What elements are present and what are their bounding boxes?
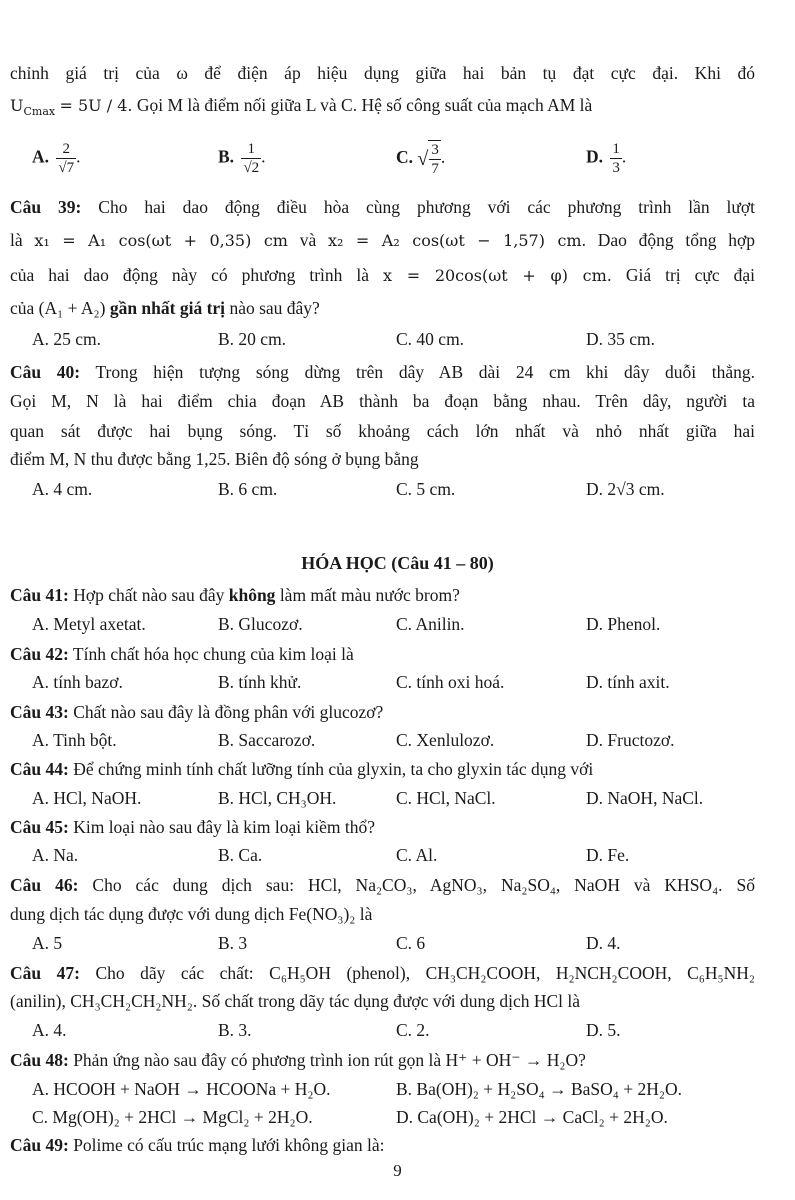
q45-option-c[interactable]: C. Al. xyxy=(396,845,438,865)
question-label: Câu 44: xyxy=(10,759,69,779)
q45-option-d[interactable]: D. Fe. xyxy=(586,845,630,865)
q44-line: Câu 44: Để chứng minh tính chất lưỡng tính của glyxin, ta cho glyxin tác dụng với xyxy=(10,759,594,779)
question-label: Câu 40: xyxy=(10,362,81,382)
q48-option-a[interactable]: A. HCOOH + NaOH → HCOONa + H₂O. xyxy=(32,1079,331,1099)
q46-line-2: dung dịch tác dụng được với dung dịch Fe(NO₃)₂ là xyxy=(10,904,373,924)
q45-option-a[interactable]: A. Na. xyxy=(32,845,79,865)
q38-option-b[interactable]: B. $\frac{1}{√2}$ . xyxy=(218,141,266,176)
q42-option-a[interactable]: A. tính bazơ. xyxy=(32,672,123,692)
u-cmax-equation: = 5U / 4. xyxy=(59,96,133,115)
q45-options xyxy=(0,844,795,874)
q46-option-a[interactable]: A. 5 xyxy=(32,933,63,953)
q47-line-1: Câu 47: Cho dãy các chất: C₆H₅OH (phenol), CH₃CH₂COOH, H₂NCH₂COOH, C₆H₅NH₂ xyxy=(10,963,756,983)
question-label: Câu 49: xyxy=(10,1135,69,1155)
question-label: Câu 39: xyxy=(10,197,82,217)
question-label: Câu 48: xyxy=(10,1050,69,1070)
q48-option-c[interactable]: C. Mg(OH)₂ + 2HCl → MgCl₂ + 2H₂O. xyxy=(32,1107,313,1127)
fraction: $\frac{3}{7}$ xyxy=(428,140,441,178)
question-label: Câu 43: xyxy=(10,702,69,722)
q48-option-d[interactable]: D. Ca(OH)₂ + 2HCl → CaCl₂ + 2H₂O. xyxy=(396,1107,668,1127)
q48-options-row-1 xyxy=(0,1078,795,1108)
q47-option-c[interactable]: C. 2. xyxy=(396,1020,430,1040)
q39-options xyxy=(0,328,795,358)
q49-line: Câu 49: Polime có cấu trúc mạng lưới không gian là: xyxy=(10,1135,385,1155)
q46-option-b[interactable]: B. 3 xyxy=(218,933,248,953)
q43-options xyxy=(0,729,795,759)
q40-option-a[interactable]: A. 4 cm. xyxy=(32,479,93,499)
q41-options xyxy=(0,613,795,643)
q46-options xyxy=(0,932,795,962)
section-title: HÓA HỌC (Câu 41 – 80) xyxy=(301,553,494,573)
q42-options xyxy=(0,671,795,701)
fraction: $\frac{2}{√7}$ xyxy=(58,141,75,176)
q41-line: Câu 41: Hợp chất nào sau đây không làm mất màu nước brom? xyxy=(10,585,460,605)
q48-options-row-2 xyxy=(0,1106,795,1136)
q43-option-d[interactable]: D. Fructozơ. xyxy=(586,730,675,750)
q38-option-a[interactable]: A. $\frac{2}{√7}$ . xyxy=(32,141,81,176)
q47-option-a[interactable]: A. 4. xyxy=(32,1020,67,1040)
q48-option-b[interactable]: B. Ba(OH)₂ + H₂SO₄ → BaSO₄ + 2H₂O. xyxy=(396,1079,683,1099)
q39-option-d[interactable]: D. 35 cm. xyxy=(586,329,656,349)
q39-line-3: của hai dao động này có phương trình là x = 20cos(ωt + φ) cm. Giá trị cực đại xyxy=(10,265,756,285)
q40-option-d[interactable]: D. 2√3 cm. xyxy=(586,479,665,499)
q39-option-b[interactable]: B. 20 cm. xyxy=(218,329,287,349)
q46-option-c[interactable]: C. 6 xyxy=(396,933,426,953)
q40-line-3: quan sát được hai bụng sóng. Tỉ số khoảng cách lớn nhất và nhỏ nhất giữa hai xyxy=(10,421,755,441)
q44-options xyxy=(0,787,795,817)
q38-option-c[interactable]: C. √ $\frac{3}{7}$ . xyxy=(396,142,446,177)
q45-option-b[interactable]: B. Ca. xyxy=(218,845,263,865)
q42-option-d[interactable]: D. tính axit. xyxy=(586,672,670,692)
q48-line: Câu 48: Phản ứng nào sau đây có phương trình ion rút gọn là H⁺ + OH⁻ → H₂O? xyxy=(10,1050,586,1070)
u-cmax-symbol: $U_{Cmax}$ xyxy=(10,96,56,119)
question-label: Câu 45: xyxy=(10,817,69,837)
q38-options xyxy=(0,140,795,177)
q44-option-a[interactable]: A. HCl, NaOH. xyxy=(32,788,142,808)
q42-line: Câu 42: Tính chất hóa học chung của kim loại là xyxy=(10,644,354,664)
q41-option-c[interactable]: C. Anilin. xyxy=(396,614,465,634)
q45-line: Câu 45: Kim loại nào sau đây là kim loại kiềm thổ? xyxy=(10,817,376,837)
q40-option-c[interactable]: C. 5 cm. xyxy=(396,479,456,499)
q40-options xyxy=(0,478,795,508)
q39-option-c[interactable]: C. 40 cm. xyxy=(396,329,465,349)
q40-line-2: Gọi M, N là hai điểm chia đoạn AB thành ba đoạn bằng nhau. Trên dây, người ta xyxy=(10,391,755,411)
q39-line-1: Câu 39: Cho hai dao động điều hòa cùng phương với các phương trình lần lượt xyxy=(10,197,755,217)
q47-option-d[interactable]: D. 5. xyxy=(586,1020,621,1040)
q40-option-b[interactable]: B. 6 cm. xyxy=(218,479,278,499)
page-number: 9 xyxy=(393,1161,402,1180)
q47-options xyxy=(0,1019,795,1049)
q44-option-c[interactable]: C. HCl, NaCl. xyxy=(396,788,496,808)
q38-option-d[interactable]: D. $\frac{1}{3}$ . xyxy=(586,141,627,176)
q40-line-1: Câu 40: Trong hiện tượng sóng dừng trên dây AB dài 24 cm khi dây duỗi thẳng. xyxy=(10,362,756,382)
sqrt-icon: √ xyxy=(417,148,429,170)
question-label: Câu 42: xyxy=(10,644,69,664)
q39-line-4: của (A₁ + A₂) gần nhất giá trị nào sau đây? xyxy=(10,298,320,318)
q41-option-b[interactable]: B. Glucozơ. xyxy=(218,614,303,634)
q43-option-b[interactable]: B. Saccarozơ. xyxy=(218,730,316,750)
q39-line-2: là x₁ = A₁ cos(ωt + 0,35) cm và x₂ = A₂ cos(ωt − 1,57) cm. Dao động tổng hợp xyxy=(10,230,756,250)
question-label: Câu 47: xyxy=(10,963,80,983)
fraction: $\frac{1}{√2}$ xyxy=(243,141,260,176)
q43-option-c[interactable]: C. Xenlulozơ. xyxy=(396,730,495,750)
q43-option-a[interactable]: A. Tinh bột. xyxy=(32,730,117,750)
q40-line-4: điểm M, N thu được bằng 1,25. Biên độ sóng ở bụng bằng xyxy=(10,449,419,469)
q46-line-1: Câu 46: Cho các dung dịch sau: HCl, Na₂CO₃, AgNO₃, Na₂SO₄, NaOH và KHSO₄. Số xyxy=(10,875,755,895)
q42-option-b[interactable]: B. tính khử. xyxy=(218,672,302,692)
q41-option-d[interactable]: D. Phenol. xyxy=(586,614,661,634)
q42-option-c[interactable]: C. tính oxi hoá. xyxy=(396,672,505,692)
q39-option-a[interactable]: A. 25 cm. xyxy=(32,329,102,349)
q43-line: Câu 43: Chất nào sau đây là đồng phân với glucozơ? xyxy=(10,702,384,722)
intro-line-2: $U_{Cmax} = 5U / 4$. Gọi M là điểm nối giữa L và C. Hệ số công suất của mạch AM là xyxy=(10,95,593,119)
intro-line-1: chỉnh giá trị của ω để điện áp hiệu dụng giữa hai bản tụ đạt cực đại. Khi đó xyxy=(10,63,755,83)
question-label: Câu 46: xyxy=(10,875,79,895)
q41-option-a[interactable]: A. Metyl axetat. xyxy=(32,614,146,634)
q44-option-b[interactable]: B. HCl, CH₃OH. xyxy=(218,788,337,808)
q46-option-d[interactable]: D. 4. xyxy=(586,933,621,953)
fraction: $\frac{1}{3}$ xyxy=(612,141,620,176)
q47-line-2: (anilin), CH₃CH₂CH₂NH₂. Số chất trong dãy tác dụng được với dung dịch HCl là xyxy=(10,991,581,1011)
q44-option-d[interactable]: D. NaOH, NaCl. xyxy=(586,788,704,808)
question-label: Câu 41: xyxy=(10,585,69,605)
q47-option-b[interactable]: B. 3. xyxy=(218,1020,252,1040)
